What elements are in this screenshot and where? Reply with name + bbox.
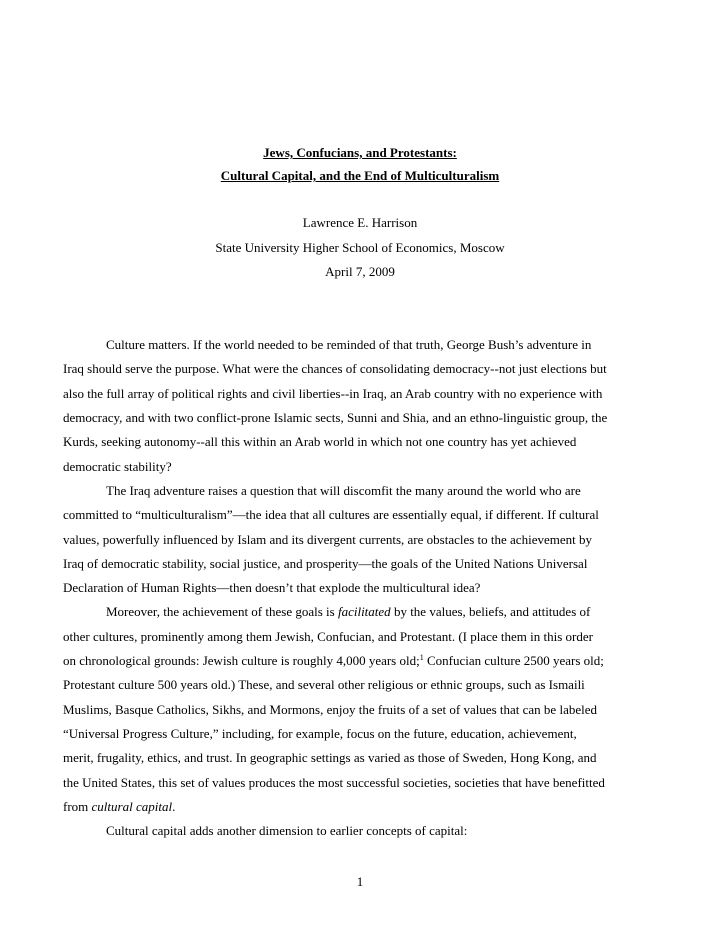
- paragraph-1-line-2: Iraq should serve the purpose. What were the chances of consolidating democracy--not just elections but: [63, 361, 607, 376]
- footnote-marker[interactable]: 1: [419, 653, 424, 662]
- paragraph-3-line-9: [63, 799, 175, 815]
- paragraph-3-line-1: [106, 604, 590, 620]
- paragraph-3-line-8: the United States, this set of values produces the most successful societies, societies that have benefitted: [63, 775, 605, 790]
- paragraph-3-line-5: Muslims, Basque Catholics, Sikhs, and Mormons, enjoy the fruits of a set of values that can be labeled: [63, 702, 597, 717]
- paragraph-3-line-2: other cultures, prominently among them Jewish, Confucian, and Protestant. (I place them in this order: [63, 629, 593, 644]
- paragraph-4-line-1: Cultural capital adds another dimension to earlier concepts of capital:: [106, 823, 468, 838]
- paragraph-3-text: by the values, beliefs, and attitudes of: [390, 604, 591, 619]
- paragraph-3-line-3: [63, 653, 604, 669]
- emphasis-facilitated: facilitated: [337, 604, 391, 619]
- paragraph-2-line-3: values, powerfully influenced by Islam and its divergent currents, are obstacles to the achievement by: [63, 532, 592, 547]
- title-line-2: Cultural Capital, and the End of Multiculturalism: [220, 168, 500, 183]
- paragraph-1-line-6: democratic stability?: [63, 459, 172, 474]
- title-line-1: Jews, Confucians, and Protestants:: [263, 145, 457, 160]
- emphasis-cultural-capital: cultural capital: [91, 799, 173, 814]
- paragraph-1-line-4: democracy, and with two conflict-prone Islamic sects, Sunni and Shia, and an ethno-linguistic group, the: [63, 410, 608, 425]
- paragraph-3-line-7: merit, frugality, ethics, and trust. In geographic settings as varied as those of Sweden, Hong Kong, and: [63, 750, 597, 765]
- paragraph-3-text: on chronological grounds: Jewish culture is roughly 4,000 years old;: [63, 653, 420, 668]
- paragraph-1-line-5: Kurds, seeking autonomy--all this within an Arab world in which not one country has yet achieved: [63, 434, 577, 449]
- paragraph-3-text: Moreover, the achievement of these goals is: [106, 604, 338, 619]
- author: Lawrence E. Harrison: [302, 215, 418, 230]
- paragraph-3-text: .: [172, 799, 176, 814]
- paragraph-3-text: Confucian culture 2500 years old;: [423, 653, 604, 668]
- paragraph-2-line-1: The Iraq adventure raises a question that will discomfit the many around the world who are: [106, 483, 581, 498]
- paragraph-1-line-3: also the full array of political rights and civil liberties--in Iraq, an Arab country with no experience with: [63, 386, 603, 401]
- date: April 7, 2009: [325, 264, 395, 279]
- affiliation: State University Higher School of Economics, Moscow: [215, 240, 505, 255]
- paragraph-3-line-4: Protestant culture 500 years old.) These, and several other religious or ethnic groups, such as Ismaili: [63, 677, 585, 692]
- paragraph-3-text: from: [63, 799, 92, 814]
- page-number: 1: [356, 874, 364, 889]
- paragraph-2-line-2: committed to “multiculturalism”—the idea that all cultures are essentially equal, if different. If cultural: [63, 507, 599, 522]
- paragraph-2-line-4: Iraq of democratic stability, social justice, and prosperity—the goals of the United Nations Universal: [63, 556, 588, 571]
- paragraph-2-line-5: Declaration of Human Rights—then doesn’t that explode the multicultural idea?: [63, 580, 481, 595]
- paragraph-3-line-6: “Universal Progress Culture,” including, for example, focus on the future, education, achievement,: [63, 726, 577, 741]
- paragraph-1-line-1: Culture matters. If the world needed to be reminded of that truth, George Bush’s adventure in: [106, 337, 592, 352]
